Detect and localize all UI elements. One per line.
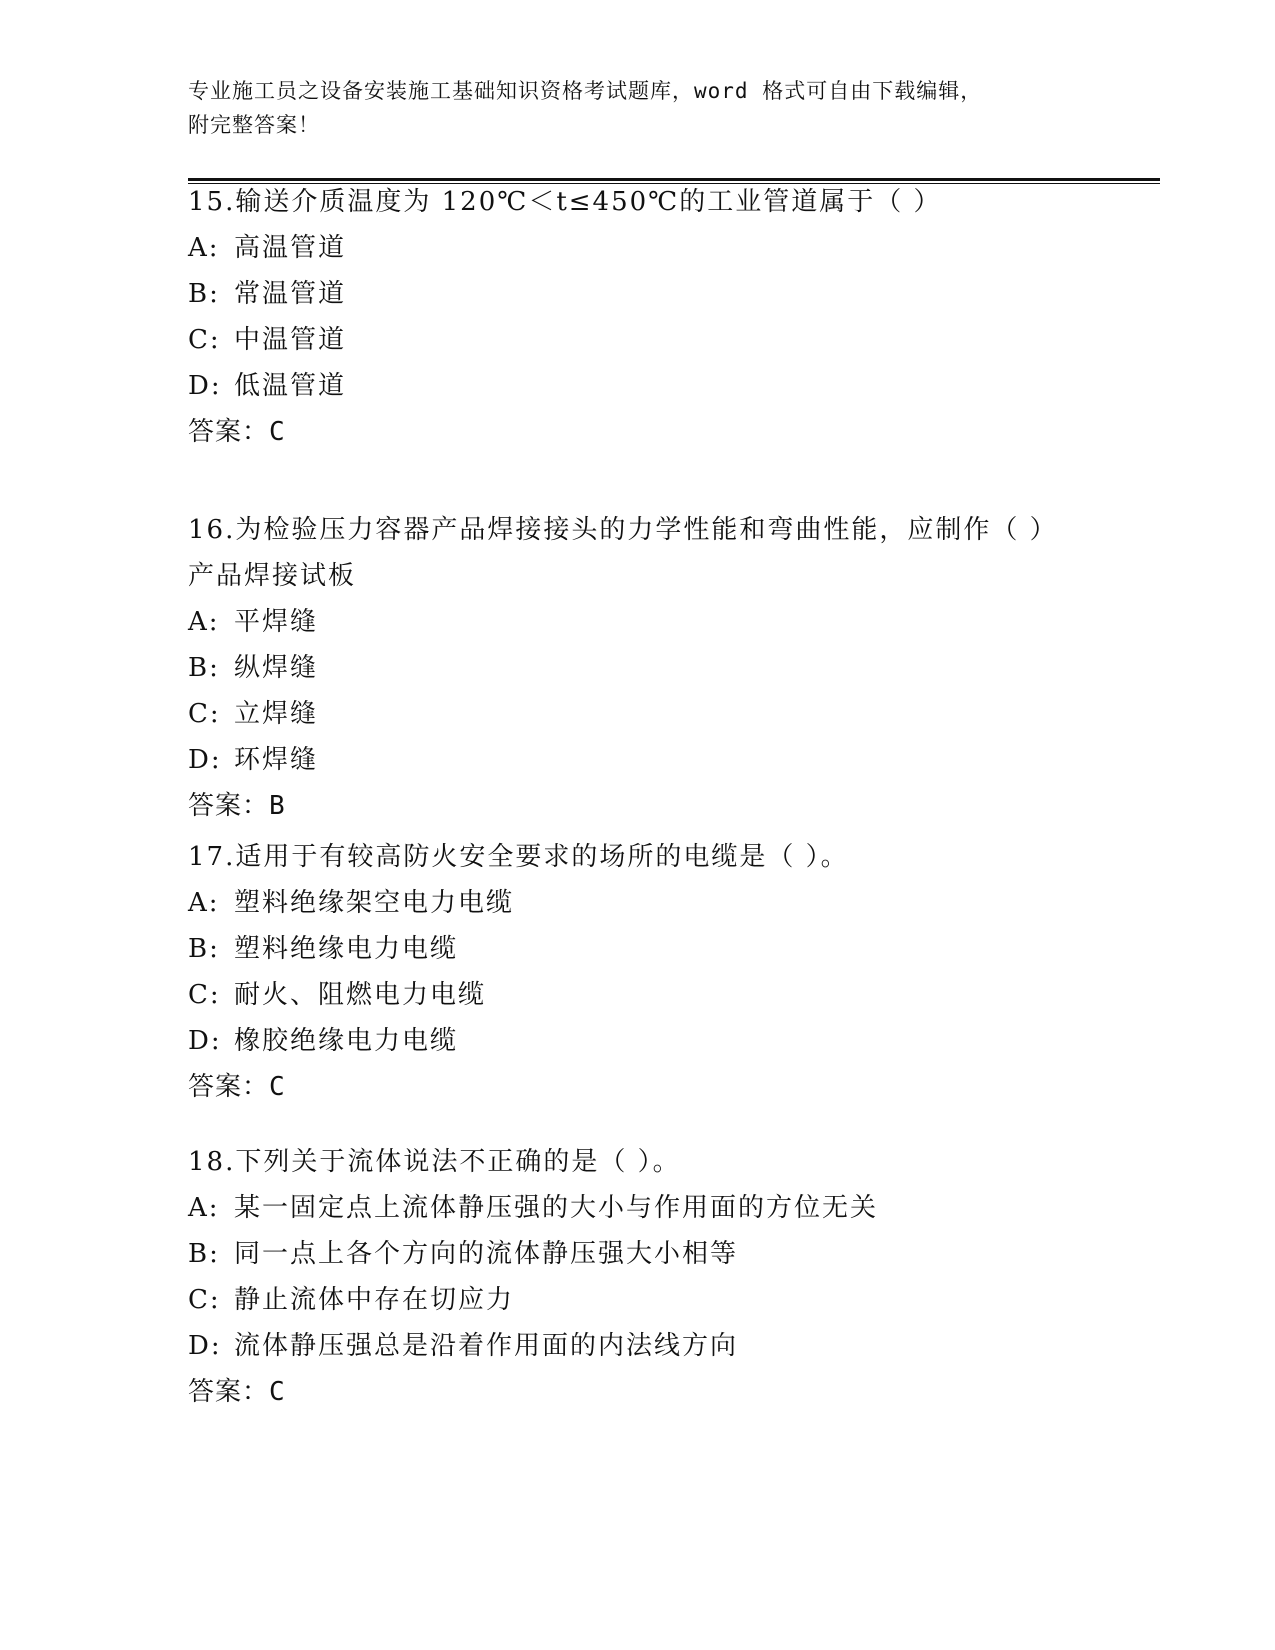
option-key: C: xyxy=(188,1285,221,1315)
answer-line: 答案：C xyxy=(188,1072,286,1102)
option-text: 常温管道 xyxy=(234,279,347,309)
option-text: 纵焊缝 xyxy=(234,653,319,683)
option-text: 橡胶绝缘电力电缆 xyxy=(234,1026,459,1056)
option-text: 中温管道 xyxy=(234,325,347,355)
option-a xyxy=(188,880,1088,926)
option-a xyxy=(188,225,1088,271)
option-key: D: xyxy=(188,1331,222,1361)
option-b xyxy=(188,926,1088,972)
option-key: A: xyxy=(188,607,220,637)
option-a xyxy=(188,599,1088,645)
answer-line: 答案：C xyxy=(188,1377,286,1407)
option-key: C: xyxy=(188,699,221,729)
option-text: 环焊缝 xyxy=(234,745,319,775)
option-a xyxy=(188,1185,1088,1231)
option-text: 塑料绝缘架空电力电缆 xyxy=(234,888,515,918)
header-line-2: 附完整答案！ xyxy=(188,113,320,137)
option-text: 高温管道 xyxy=(234,233,347,263)
question-17 xyxy=(188,834,1088,1110)
option-key: B: xyxy=(188,934,220,964)
question-stem: 16.为检验压力容器产品焊接接头的力学性能和弯曲性能，应制作（ ）产品焊接试板 xyxy=(188,515,1058,591)
option-c xyxy=(188,691,1088,737)
option-b xyxy=(188,1231,1088,1277)
option-key: C: xyxy=(188,325,221,355)
option-text: 立焊缝 xyxy=(234,699,319,729)
question-15 xyxy=(188,179,1088,455)
question-stem: 15.输送介质温度为 120℃＜t≤450℃的工业管道属于（ ） xyxy=(188,187,942,217)
option-d xyxy=(188,363,1088,409)
option-key: C: xyxy=(188,980,221,1010)
option-d xyxy=(188,1018,1088,1064)
option-b xyxy=(188,645,1088,691)
option-d xyxy=(188,1323,1088,1369)
option-key: A: xyxy=(188,233,220,263)
option-key: A: xyxy=(188,888,220,918)
option-text: 同一点上各个方向的流体静压强大小相等 xyxy=(234,1239,739,1269)
question-stem: 18.下列关于流体说法不正确的是（ ）。 xyxy=(188,1147,681,1177)
option-text: 流体静压强总是沿着作用面的内法线方向 xyxy=(234,1331,739,1361)
option-key: B: xyxy=(188,1239,220,1269)
option-key: B: xyxy=(188,279,220,309)
header-line-1: 专业施工员之设备安装施工基础知识资格考试题库，word 格式可自由下载编辑， xyxy=(188,79,983,103)
option-key: A: xyxy=(188,1193,220,1223)
option-text: 低温管道 xyxy=(234,371,347,401)
option-text: 塑料绝缘电力电缆 xyxy=(234,934,459,964)
document-header xyxy=(188,74,1088,142)
option-text: 耐火、阻燃电力电缆 xyxy=(234,980,487,1010)
option-c xyxy=(188,317,1088,363)
option-key: D: xyxy=(188,371,222,401)
answer-line: 答案：B xyxy=(188,791,286,821)
option-text: 静止流体中存在切应力 xyxy=(234,1285,515,1315)
question-16 xyxy=(188,507,1088,829)
option-c xyxy=(188,972,1088,1018)
question-stem: 17.适用于有较高防火安全要求的场所的电缆是（ ）。 xyxy=(188,842,849,872)
option-text: 平焊缝 xyxy=(234,607,319,637)
question-18 xyxy=(188,1139,1088,1415)
option-key: D: xyxy=(188,1026,222,1056)
option-key: B: xyxy=(188,653,220,683)
option-b xyxy=(188,271,1088,317)
option-c xyxy=(188,1277,1088,1323)
option-d xyxy=(188,737,1088,783)
option-text: 某一固定点上流体静压强的大小与作用面的方位无关 xyxy=(234,1193,879,1223)
answer-line: 答案：C xyxy=(188,417,286,447)
option-key: D: xyxy=(188,745,222,775)
